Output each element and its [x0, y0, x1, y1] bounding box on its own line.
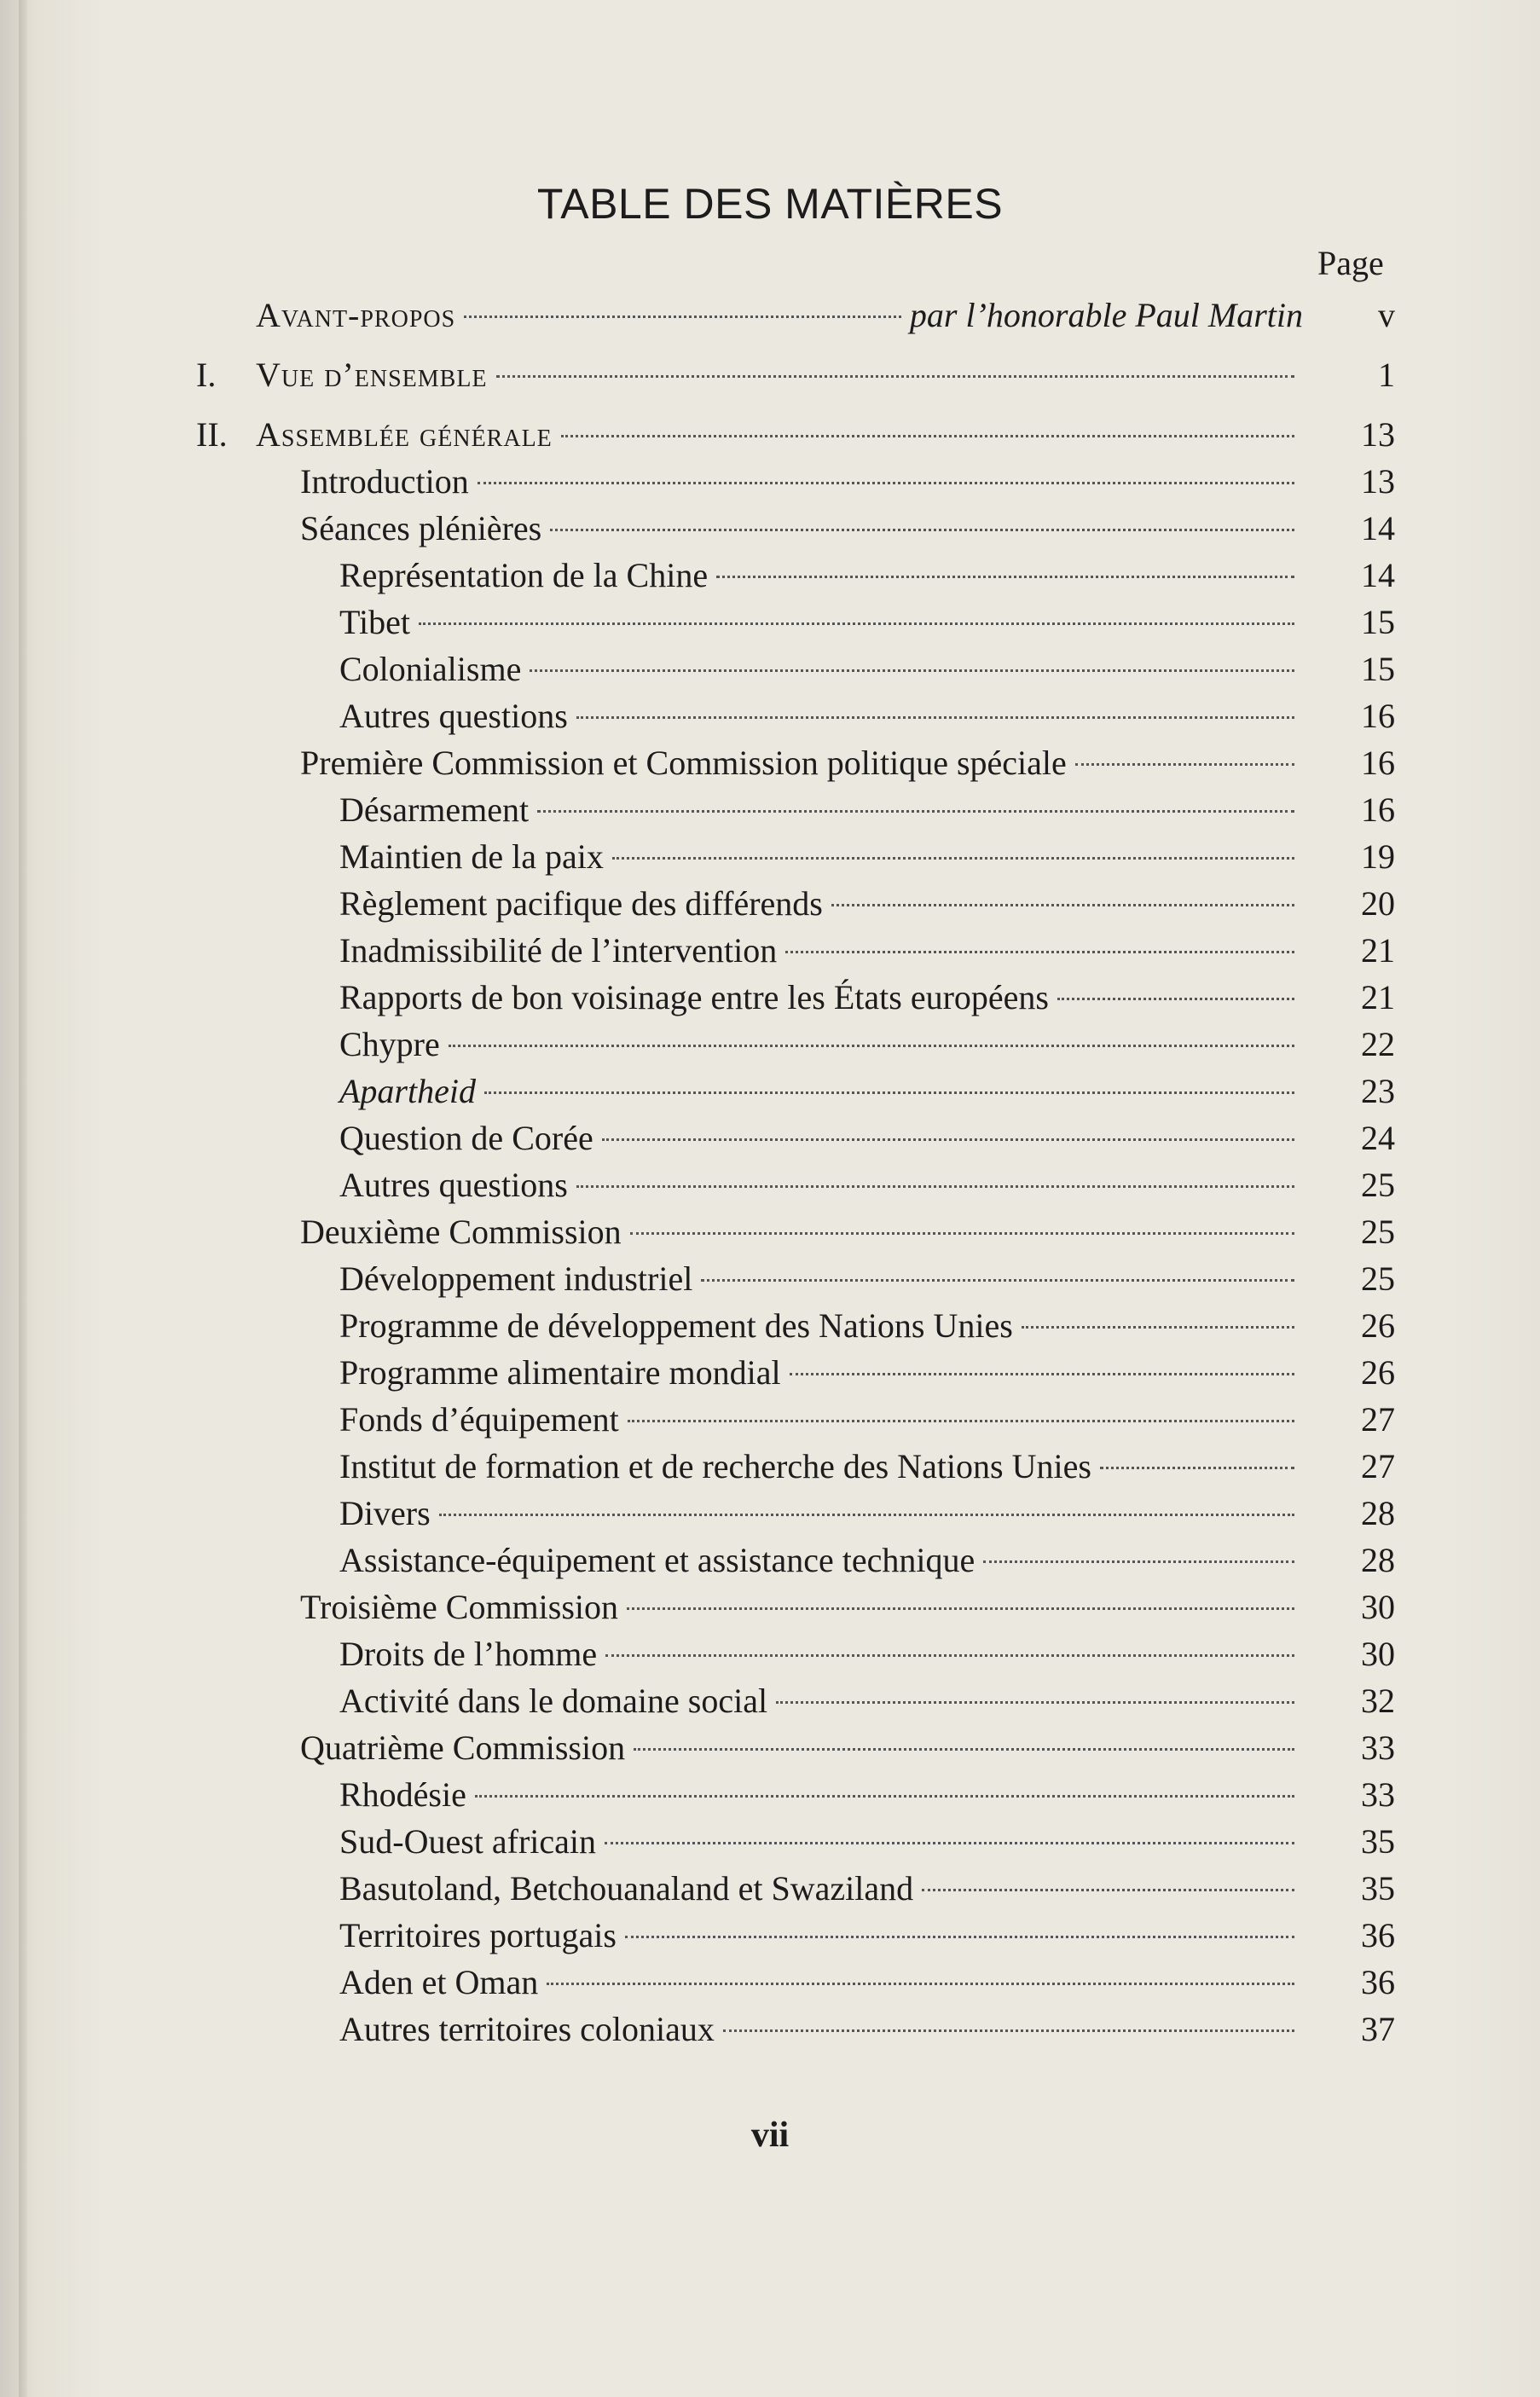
toc-entry-page: 15 [1361, 650, 1395, 688]
toc-entry-page: 16 [1361, 744, 1395, 782]
toc-entry-page: 33 [1361, 1775, 1395, 1814]
toc-entry [0, 1680, 1540, 1722]
toc-entry-page: 26 [1361, 1306, 1395, 1345]
page-number-footer: vii [750, 2116, 790, 2155]
dot-leader [776, 1701, 1294, 1704]
toc-entry-page: 25 [1361, 1259, 1395, 1298]
toc-entry-page: 36 [1361, 1916, 1395, 1954]
toc-entry-page: 37 [1361, 2010, 1395, 2048]
dot-leader [478, 482, 1294, 484]
toc-entry-leader-line [300, 1586, 1303, 1629]
toc-entry [0, 1023, 1540, 1066]
dot-leader [576, 1185, 1294, 1188]
toc-entry-leader-line [339, 554, 1303, 597]
toc-entry-label: Droits de l’homme [339, 1635, 598, 1673]
toc-entry-page: 27 [1361, 1447, 1395, 1485]
toc-entry-label: Rhodésie [339, 1775, 466, 1814]
toc-entry-leader-line [339, 1258, 1303, 1300]
toc-entry [0, 976, 1540, 1019]
toc-entry [0, 1305, 1540, 1347]
dot-leader [1075, 763, 1294, 766]
toc-entry-leader-line [339, 648, 1303, 691]
toc-entry [0, 1961, 1540, 2004]
toc-entry [0, 789, 1540, 831]
toc-entry-label: Tibet [339, 603, 411, 641]
toc-entry [0, 601, 1540, 644]
toc-entry-leader-line [339, 695, 1303, 738]
toc-entry-label: Troisième Commission [300, 1588, 619, 1626]
dot-leader [612, 857, 1294, 860]
toc-entry-leader-line [256, 414, 1303, 456]
dot-leader [561, 435, 1294, 437]
toc-entry-label: Autres questions [339, 697, 568, 735]
toc-entry-label: Assistance-équipement et assistance technique [339, 1541, 976, 1579]
dot-leader [530, 669, 1294, 672]
toc-entry [0, 1164, 1540, 1207]
toc-entry-leader-line [339, 1117, 1303, 1160]
toc-entry-leader-line [339, 1633, 1303, 1676]
dot-leader [602, 1138, 1294, 1141]
toc-entry [0, 1539, 1540, 1582]
toc-entry-page: 26 [1361, 1353, 1395, 1392]
dot-leader [630, 1232, 1294, 1235]
dot-leader [419, 622, 1294, 625]
toc-entry-page: 15 [1361, 603, 1395, 641]
toc-entry-page: 19 [1361, 837, 1395, 876]
toc-entry-leader-line [339, 1821, 1303, 1863]
dot-leader [628, 1420, 1294, 1422]
toc-entry-label: Programme alimentaire mondial [339, 1353, 781, 1392]
dot-leader [625, 1936, 1294, 1938]
dot-leader [627, 1607, 1294, 1610]
toc-entry-page: 35 [1361, 1822, 1395, 1861]
toc-entry-page: 27 [1361, 1400, 1395, 1439]
toc-entry [0, 2008, 1540, 2051]
toc-entry-leader-line [339, 1398, 1303, 1441]
toc-entry [0, 1633, 1540, 1676]
toc-entry-label: Sud-Ouest africain [339, 1822, 597, 1861]
toc-entry-page: 36 [1361, 1963, 1395, 2001]
dot-leader [605, 1654, 1294, 1657]
toc-entry-number: I. [196, 356, 217, 394]
toc-entry-label: Colonialisme [339, 650, 522, 688]
toc-entry-leader-line [300, 742, 1303, 785]
toc-entry [0, 294, 1540, 337]
toc-entry-label: Désarmement [339, 790, 530, 829]
toc-entry-leader-line [256, 354, 1303, 397]
toc-entry [0, 1070, 1540, 1113]
dot-leader [449, 1045, 1294, 1047]
toc-entry-page: 25 [1361, 1213, 1395, 1251]
toc-entry-leader-line [339, 1305, 1303, 1347]
toc-entry-leader-line [339, 1774, 1303, 1816]
dot-leader [464, 316, 901, 318]
toc-entry [0, 929, 1540, 972]
toc-entry-label: Quatrième Commission [300, 1728, 626, 1767]
toc-entry-leader-line [339, 1070, 1303, 1113]
dot-leader [1100, 1467, 1294, 1469]
toc-entry-page: 21 [1361, 931, 1395, 970]
toc-entry [0, 1492, 1540, 1535]
toc-entry [0, 1774, 1540, 1816]
toc-entry-page: 1 [1378, 356, 1395, 394]
toc-entry [0, 460, 1540, 503]
toc-entry-leader-line [339, 836, 1303, 878]
dot-leader [484, 1091, 1294, 1094]
toc-entry [0, 1821, 1540, 1863]
toc-entry-leader-line [300, 1727, 1303, 1769]
toc-entry-page: 33 [1361, 1728, 1395, 1767]
toc-entry-page: 30 [1361, 1635, 1395, 1673]
toc-entry-author: par l’honorable Paul Martin [909, 296, 1303, 334]
toc-entry-leader-line [339, 929, 1303, 972]
toc-entry-label: Autres questions [339, 1166, 568, 1204]
toc-entry-label: Fonds d’équipement [339, 1400, 619, 1439]
dot-leader [1057, 998, 1294, 1000]
toc-entry-leader-line [300, 1211, 1303, 1254]
dot-leader [716, 576, 1294, 578]
toc-entry-label: Aden et Oman [339, 1963, 539, 2001]
toc-entry-label: Vue d’ensemble [256, 356, 488, 394]
toc-entry-page: 22 [1361, 1025, 1395, 1063]
toc-entry-label: Rapports de bon voisinage entre les États européens [339, 978, 1049, 1016]
page-title: TABLE DES MATIÈRES [536, 180, 1004, 228]
toc-entry-leader-line [339, 1445, 1303, 1488]
toc-entry [0, 742, 1540, 785]
toc-entry-page: 16 [1361, 790, 1395, 829]
dot-leader [831, 904, 1294, 906]
toc-entry-page: 14 [1361, 556, 1395, 594]
toc-entry-number: II. [196, 415, 228, 454]
toc-entry-leader-line [339, 1914, 1303, 1957]
toc-entry [0, 1211, 1540, 1254]
dot-leader [550, 529, 1294, 531]
dot-leader [537, 810, 1294, 813]
toc-entry-leader-line [339, 1539, 1303, 1582]
toc-entry-leader-line [339, 1680, 1303, 1722]
toc-entry [0, 1586, 1540, 1629]
dot-leader [1022, 1326, 1294, 1329]
dot-leader [576, 716, 1294, 719]
toc-entry-page: 28 [1361, 1541, 1395, 1579]
toc-entry-leader-line [339, 2008, 1303, 2051]
toc-entry-page: 30 [1361, 1588, 1395, 1626]
dot-leader [547, 1983, 1294, 1985]
toc-entry-page: v [1378, 296, 1395, 334]
toc-entry-label: Question de Corée [339, 1119, 593, 1157]
toc-entry-leader-line [339, 1164, 1303, 1207]
toc-entry-label: Territoires portugais [339, 1916, 617, 1954]
toc-entry [0, 883, 1540, 925]
toc-entry-page: 14 [1361, 509, 1395, 547]
dot-leader [983, 1560, 1294, 1563]
toc-entry-label: Programme de développement des Nations Unies [339, 1306, 1013, 1345]
toc-entry-page: 23 [1361, 1072, 1395, 1110]
toc-entry [0, 1258, 1540, 1300]
toc-entry [0, 1117, 1540, 1160]
dot-leader [922, 1889, 1294, 1891]
dot-leader [496, 375, 1294, 378]
dot-leader [475, 1795, 1294, 1798]
toc-entry-label: Maintien de la paix [339, 837, 604, 876]
toc-entry-page: 21 [1361, 978, 1395, 1016]
page-column-header: Page [1317, 244, 1384, 282]
toc-entry [0, 554, 1540, 597]
toc-entry [0, 1445, 1540, 1488]
toc-entry-page: 25 [1361, 1166, 1395, 1204]
toc-entry-leader-line [339, 1352, 1303, 1394]
toc-entry-label: Inadmissibilité de l’intervention [339, 931, 778, 970]
toc-entry-page: 24 [1361, 1119, 1395, 1157]
toc-entry-label: Avant-propos [256, 296, 456, 334]
toc-entry-leader-line [339, 1492, 1303, 1535]
toc-entry-label: Représentation de la Chine [339, 556, 709, 594]
toc-entry-leader-line [339, 883, 1303, 925]
toc-entry-label: Développement industriel [339, 1259, 693, 1298]
toc-entry [0, 1727, 1540, 1769]
toc-entry-leader-line [339, 976, 1303, 1019]
toc-entry-label: Règlement pacifique des différends [339, 884, 823, 923]
toc-entry-label: Séances plénières [300, 509, 542, 547]
toc-entry-leader-line [300, 507, 1303, 550]
toc-entry-label: Basutoland, Betchouanaland et Swaziland [339, 1869, 914, 1908]
toc-entry-label: Chypre [339, 1025, 440, 1063]
toc-entry-page: 20 [1361, 884, 1395, 923]
toc-entry [0, 1398, 1540, 1441]
toc-entry [0, 354, 1540, 397]
toc-entry-leader-line [339, 1023, 1303, 1066]
toc-entry-label: Autres territoires coloniaux [339, 2010, 715, 2048]
toc-entry [0, 695, 1540, 738]
toc-entry-label: Deuxième Commission [300, 1213, 622, 1251]
toc-entry-leader-line [339, 1867, 1303, 1910]
toc-entry-page: 32 [1361, 1682, 1395, 1720]
toc-entry-page: 16 [1361, 697, 1395, 735]
toc-entry-page: 13 [1361, 462, 1395, 501]
toc-entry-leader-line [256, 294, 1303, 337]
toc-entry-label: Première Commission et Commission politique spéciale [300, 744, 1067, 782]
toc-entry-label: Apartheid [339, 1072, 476, 1110]
toc-entry-leader-line [339, 1961, 1303, 2004]
toc-entry [0, 648, 1540, 691]
toc-entry [0, 507, 1540, 550]
toc-entry-leader-line [300, 460, 1303, 503]
toc-entry-page: 13 [1361, 415, 1395, 454]
dot-leader [723, 2029, 1294, 2032]
dot-leader [605, 1842, 1294, 1844]
dot-leader [701, 1279, 1294, 1282]
toc-entry-leader-line [339, 601, 1303, 644]
toc-entry [0, 1352, 1540, 1394]
toc-entry-label: Institut de formation et de recherche des Nations Unies [339, 1447, 1091, 1485]
toc-entry-leader-line [339, 789, 1303, 831]
dot-leader [439, 1514, 1294, 1516]
toc-entry [0, 1914, 1540, 1957]
toc-entry-label: Divers [339, 1494, 431, 1532]
toc-entry-label: Introduction [300, 462, 469, 501]
dot-leader [634, 1748, 1294, 1751]
toc-entry-page: 35 [1361, 1869, 1395, 1908]
dot-leader [785, 951, 1294, 953]
toc-entry [0, 836, 1540, 878]
dot-leader [790, 1373, 1294, 1375]
toc-entry [0, 414, 1540, 456]
toc-entry-page: 28 [1361, 1494, 1395, 1532]
toc-entry-label: Assemblée générale [256, 415, 553, 454]
toc-entry-label: Activité dans le domaine social [339, 1682, 768, 1720]
toc-entry [0, 1867, 1540, 1910]
